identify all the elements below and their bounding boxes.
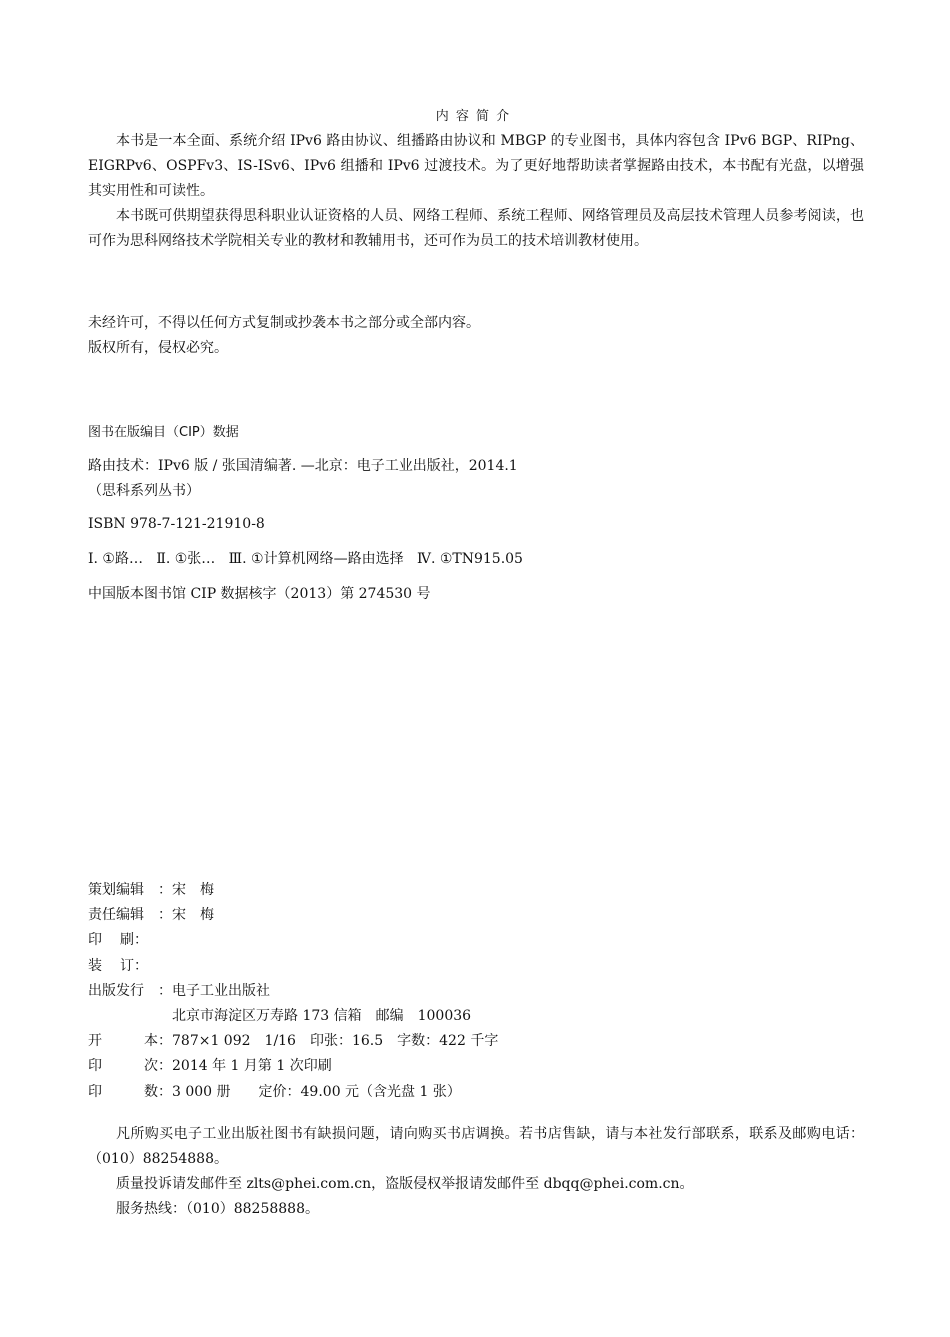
copyright-line-1: 未经许可，不得以任何方式复制或抄袭本书之部分或全部内容。 <box>88 315 480 331</box>
summary-paragraph-2: 本书既可供期望获得思科职业认证资格的人员、网络工程师、系统工程师、网络管理员及高层技术管理人员参考阅读，也可作为思科网络技术学院相关专业的教材和教辅用书，还可作为员工的技术培训教材使用。 <box>88 208 864 249</box>
colophon-row-responsible-editor <box>88 903 864 928</box>
copies-label: 印 数： <box>88 1083 172 1100</box>
publisher-label: 出版发行 ： <box>88 982 172 999</box>
cip-number-block <box>88 582 864 607</box>
cip-heading: 图书在版编目（CIP）数据 <box>88 425 239 440</box>
responsible-editor-label: 责任编辑 ： <box>88 907 172 924</box>
planning-editor-value: 宋 梅 <box>172 882 214 898</box>
planning-editor-label: 策划编辑 ： <box>88 882 172 898</box>
colophon-row-printing <box>88 928 864 953</box>
summary-title: 内容简介 <box>435 109 517 124</box>
cip-title-line: 路由技术：IPv6 版 / 张国清编著. —北京：电子工业出版社，2014.1 <box>88 458 518 474</box>
publisher-address: 北京市海淀区万寿路 173 信箱 邮编 100036 <box>172 1008 472 1025</box>
colophon-row-address <box>88 1004 864 1029</box>
colophon-row-format <box>88 1029 864 1054</box>
copies-value: 3 000 册 定价：49.00 元（含光盘 1 张） <box>172 1083 461 1100</box>
responsible-editor-value: 宋 梅 <box>172 907 214 924</box>
cip-classification-block <box>88 547 864 572</box>
copyright-line-2: 版权所有，侵权必究。 <box>88 340 228 356</box>
cip-series: （思科系列丛书） <box>88 483 200 499</box>
cip-record <box>88 454 864 504</box>
colophon-row-copies <box>88 1080 864 1105</box>
cip-isbn-block <box>88 512 864 537</box>
cip-heading-block <box>88 420 864 445</box>
cip-number: 中国版本图书馆 CIP 数据核字（2013）第 274530 号 <box>88 586 431 602</box>
footer-notices <box>88 1122 864 1222</box>
footer-paragraph-3: 服务热线：（010）88258888。 <box>116 1201 319 1217</box>
edition-value: 2014 年 1 月第 1 次印刷 <box>172 1058 332 1075</box>
footer-paragraph-1: 凡所购买电子工业出版社图书有缺损问题，请向购买书店调换。若书店售缺，请与本社发行部联系，联系及邮购电话：（010）88254888。 <box>88 1126 864 1167</box>
colophon-row-publisher <box>88 979 864 1004</box>
format-value: 787×1 092 1/16 印张：16.5 字数：422 千字 <box>172 1033 499 1050</box>
summary-paragraph-1: 本书是一本全面、系统介绍 IPv6 路由协议、组播路由协议和 MBGP 的专业图书，具体内容包含 IPv6 BGP、RIPng、EIGRPv6、OSPFv3、IS-ISv6、IPv6 组播和 IPv6 过渡技术。为了更好地帮助读者掌握路由技术，本书配有光盘，以增强其实用性和可读性。 <box>88 133 864 199</box>
format-label: 开 本： <box>88 1033 172 1050</box>
summary-section <box>88 104 864 254</box>
colophon-row-planning-editor <box>88 878 864 903</box>
edition-label: 印 次： <box>88 1058 172 1075</box>
cip-classification: Ⅰ. ①路… Ⅱ. ①张… Ⅲ. ①计算机网络—路由选择 Ⅳ. ①TN915.05 <box>88 551 523 567</box>
printing-label: 印 刷： <box>88 932 148 949</box>
colophon <box>88 878 864 1105</box>
cip-isbn: ISBN 978-7-121-21910-8 <box>88 516 265 532</box>
binding-label: 装 订： <box>88 957 148 974</box>
colophon-row-binding <box>88 954 864 979</box>
footer-paragraph-2: 质量投诉请发邮件至 zlts@phei.com.cn，盗版侵权举报请发邮件至 dbqq@phei.com.cn。 <box>116 1176 694 1192</box>
colophon-row-edition <box>88 1054 864 1079</box>
copyright-notice <box>88 311 864 361</box>
publisher-value: 电子工业出版社 <box>172 982 270 999</box>
